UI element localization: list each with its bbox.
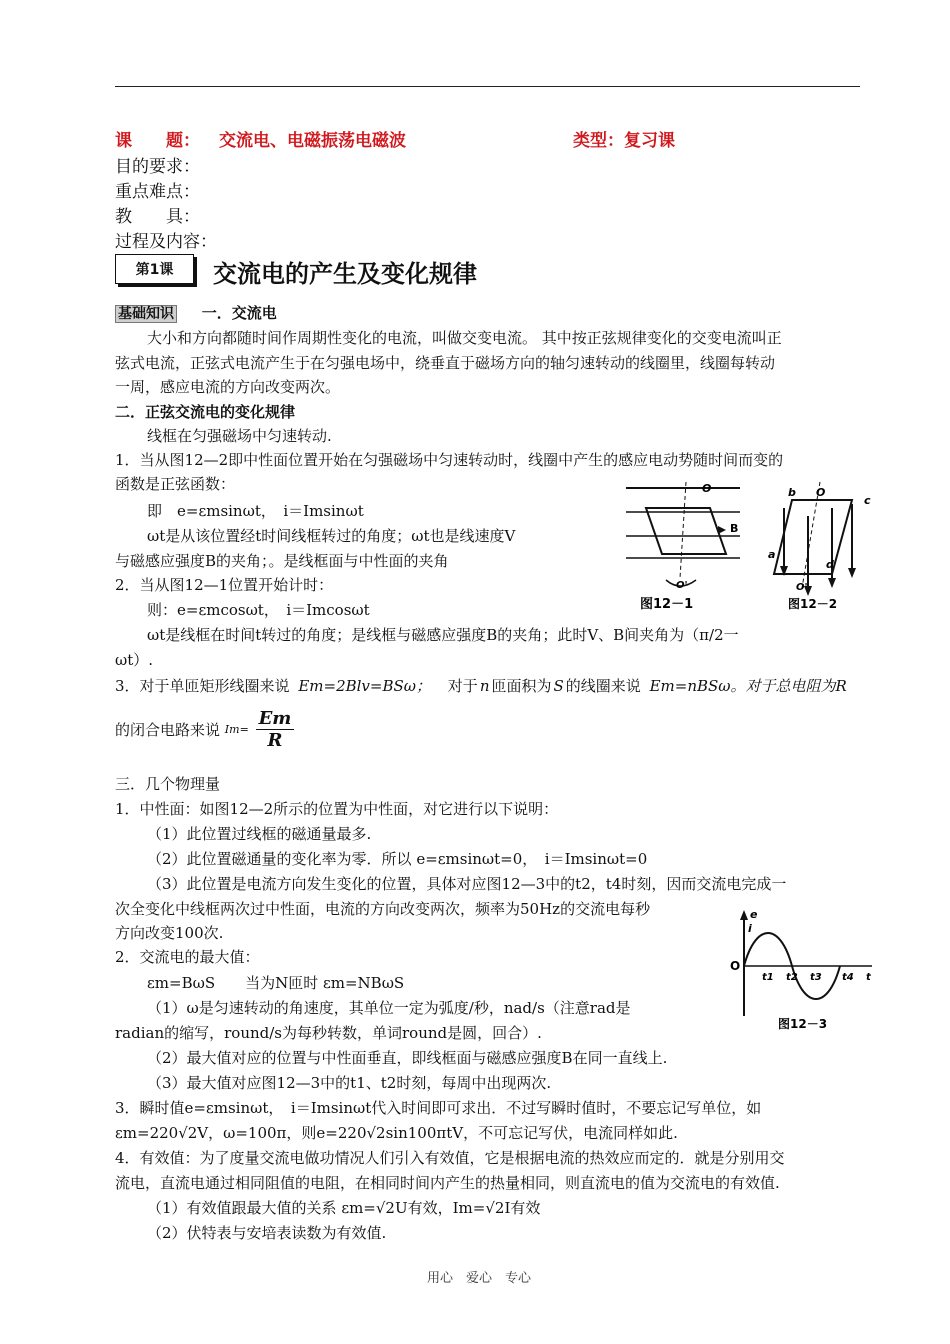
section1-heading-row (115, 302, 277, 323)
item3-line (115, 675, 847, 696)
im-label: Im= (224, 723, 249, 736)
item3-text: 匝面积为 (491, 677, 552, 695)
label-origin: O (730, 959, 741, 973)
lesson-title: 交流电的产生及变化规律 (213, 260, 477, 288)
paragraph-line: 线框在匀强磁场中匀速转动. (147, 427, 332, 445)
item3-var-n: n (479, 677, 490, 695)
figure-caption: 图12－2 (788, 597, 838, 611)
paragraph-line: ωt）. (115, 651, 154, 669)
keypoints-label: 重点难点： (115, 182, 200, 202)
paragraph-line: 流电，直流电通过相同阻值的电阻，在相同时间内产生的热量相同，则直流电的值为交流电的有效值. (115, 1174, 780, 1192)
field-arrow (848, 568, 856, 578)
formula-line: 则：e=εmcosωt， i＝Imcosωt (147, 601, 370, 619)
item3-text: 对于 (447, 677, 478, 695)
coil-frame (774, 500, 852, 574)
figure-12-1 (618, 474, 748, 614)
section1-heading: 一．交流电 (201, 304, 277, 322)
paragraph-line: （1）此位置过线框的磁通量最多. (147, 825, 372, 843)
label-t4: t4 (842, 972, 854, 983)
figure-caption: 图12－3 (778, 1017, 828, 1031)
label-i: i (748, 922, 752, 935)
paragraph-line: ωt是线框在时间t转过的角度；是线框与磁感应强度B的夹角；此时V、B间夹角为（π/2一 (147, 626, 739, 644)
paragraph-line: 一周，感应电流的方向改变两次。 (115, 378, 341, 396)
figure-12-2 (760, 478, 880, 614)
paragraph-line: 函数是正弦函数： (115, 475, 236, 493)
tools-label: 教 具： (115, 207, 200, 227)
paragraph-line: （2）此位置磁通量的变化率为零．所以 e=εmsinωt=0， i＝Imsinωt=0 (147, 850, 648, 868)
item3-text: 3．对于单匝矩形线圈来说 (115, 677, 290, 695)
paragraph-line: 与磁感应强度B的夹角；。是线框面与中性面的夹角 (115, 552, 449, 570)
formula-line: 即 e=εmsinωt， i＝Imsinωt (147, 502, 364, 520)
section2-heading: 二．正弦交流电的变化规律 (115, 403, 296, 421)
label-e: e (750, 908, 758, 921)
label-t: t (866, 972, 871, 983)
item3-formula: Em=nBSω。对于总电阻为R (649, 677, 847, 695)
item3-text: 的线圈来说 (565, 677, 641, 695)
aims-label: 目的要求： (115, 157, 200, 177)
topic-label: 课 题： (115, 131, 200, 151)
label-O: O (816, 486, 826, 499)
label-b: b (788, 486, 796, 499)
coil-frame (646, 508, 726, 554)
y-axis-arrow (740, 910, 748, 920)
paragraph-line: （2）伏特表与安培表读数为有效值. (147, 1224, 387, 1242)
paragraph-line: 1．当从图12—2即中性面位置开始在匀强磁场中匀速转动时，线圈中产生的感应电动势随时间而变的 (115, 451, 784, 469)
label-t1: t1 (762, 972, 774, 983)
paragraph-line: 弦式电流，正弦式电流产生于在匀强电场中，绕垂直于磁场方向的轴匀速转动的线圈里，线圈每转动 (115, 354, 776, 372)
label-O-prime: O' (796, 582, 808, 593)
fraction-numerator: Em (256, 708, 295, 730)
header-rule (115, 86, 860, 87)
label-c: c (864, 494, 871, 507)
paragraph-line: 2．当从图12—1位置开始计时： (115, 576, 334, 594)
item3-var-s: S (553, 677, 564, 695)
paragraph-line: 1．中性面：如图12—2所示的位置为中性面，对它进行以下说明： (115, 800, 559, 818)
topic-title: 交流电、电磁振荡电磁波 (219, 131, 406, 151)
paragraph-line: radian的缩写，round/s为每秒转数，单词round是圆，回合）. (115, 1024, 542, 1042)
im-fraction (256, 708, 295, 751)
paragraph-line: （1）ω是匀速转动的角速度，其单位一定为弧度/秒，nad/s（注意rad是 (147, 999, 631, 1017)
paragraph-line: 2．交流电的最大值： (115, 948, 260, 966)
paragraph-line: （3）最大值对应图12—3中的t1、t2时刻，每周中出现两次. (147, 1074, 552, 1092)
figure-12-3 (726, 904, 876, 1034)
paragraph-line: （3）此位置是电流方向发生变化的位置，具体对应图12—3中的t2，t4时刻，因而交流电完成一 (147, 875, 787, 893)
paragraph-line: 方向改变100次. (115, 924, 224, 942)
paragraph-line: 4．有效值：为了度量交流电做功情况人们引入有效值，它是根据电流的热效应而定的．就是分别用交 (115, 1149, 785, 1167)
section3-heading: 三．几个物理量 (115, 775, 221, 793)
field-arrow (718, 526, 726, 534)
process-label: 过程及内容： (115, 232, 217, 252)
lesson-type: 类型：复习课 (573, 131, 675, 151)
label-a: a (768, 548, 776, 561)
item3-formula: Em=2Blv=BSω； (298, 677, 432, 695)
label-t2: t2 (786, 972, 798, 983)
paragraph-line: εm=220√2V，ω=100π，则e=220√2sin100πtV，不可忘记写伏，电流同样如此. (115, 1124, 678, 1142)
label-B: B (730, 522, 739, 535)
paragraph-line: （2）最大值对应的位置与中性面垂直，即线框面与磁感应强度B在同一直线上. (147, 1049, 668, 1067)
label-t3: t3 (810, 972, 822, 983)
label-d: d (826, 558, 834, 571)
page-footer: 用心 爱心 专心 (427, 1271, 532, 1286)
paragraph-line: 次全变化中线框两次过中性面，电流的方向改变两次，频率为50Hz的交流电每秒 (115, 900, 651, 918)
item3-text: 的闭合电路来说 (115, 721, 221, 739)
formula-line: εm=BωS 当为N匝时 εm=NBωS (147, 974, 405, 992)
lesson-badge: 第1课 (115, 254, 194, 284)
paragraph-line: ωt是从该位置经t时间线框转过的角度；ωt也是线速度V (147, 527, 516, 545)
basic-knowledge-tag: 基础知识 (115, 305, 177, 323)
field-arrow (828, 578, 836, 588)
paragraph-line: （1）有效值跟最大值的关系 εm=√2U有效，Im=√2I有效 (147, 1199, 541, 1217)
paragraph-line: 3．瞬时值e=εmsinωt， i＝Imsinωt代入时间即可求出．不过写瞬时值时，不要忘记写单位，如 (115, 1099, 762, 1117)
fraction-denominator: R (267, 730, 283, 751)
figure-caption: 图12－1 (640, 597, 694, 612)
label-O-prime: O' (676, 580, 688, 591)
paragraph-line: 大小和方向都随时间作周期性变化的电流，叫做交变电流。 其中按正弦规律变化的交变电流叫正 (147, 329, 782, 347)
label-O: O (702, 482, 712, 495)
im-formula-line (115, 708, 294, 751)
rotation-axis (680, 482, 686, 578)
